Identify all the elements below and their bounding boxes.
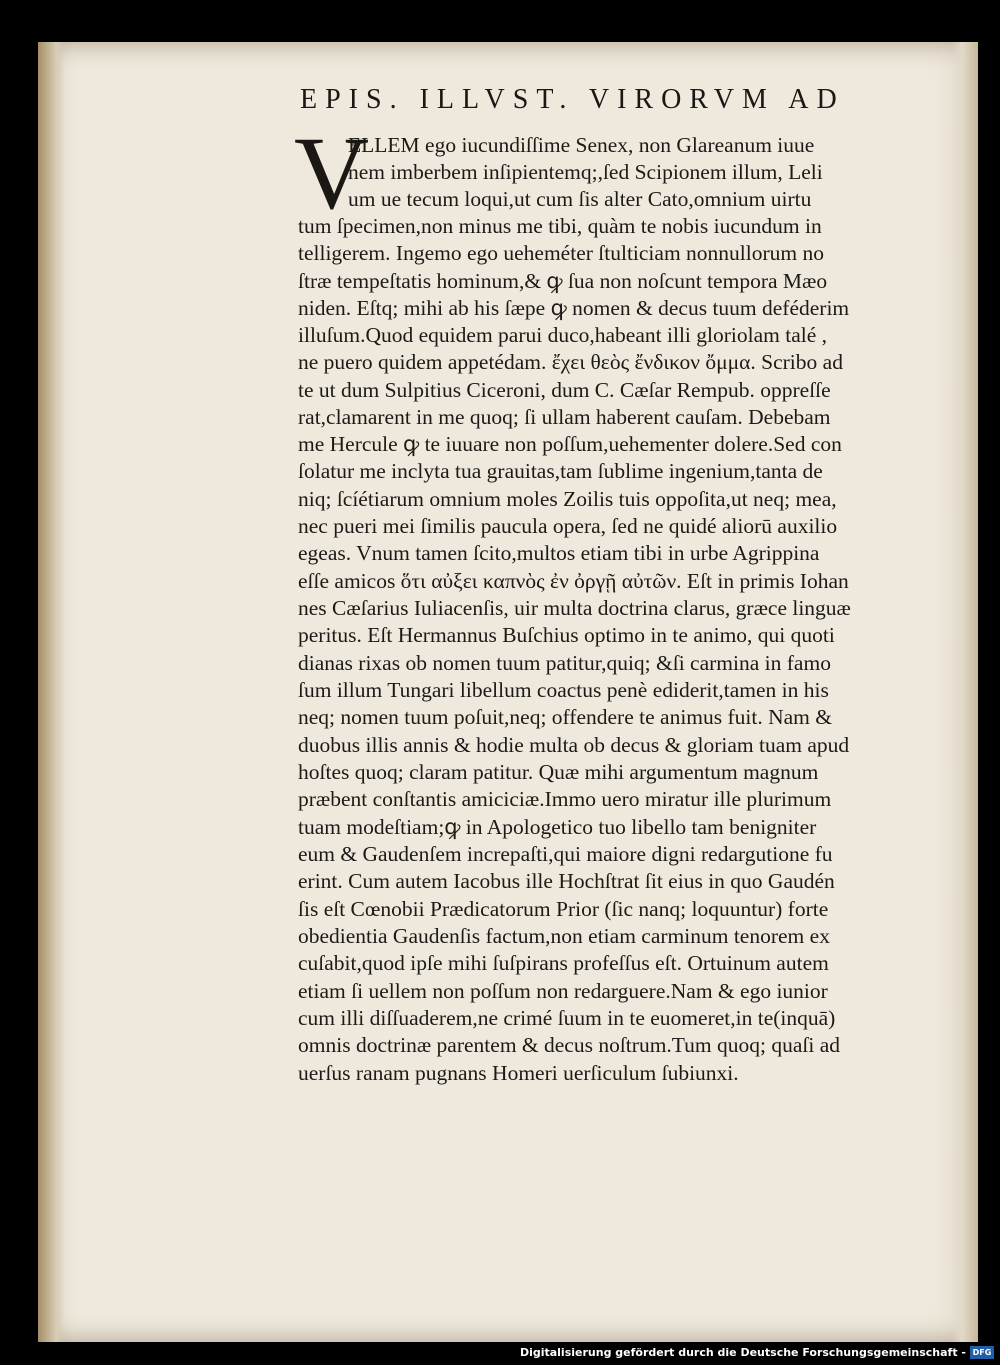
text-line: uerſus ranam pugnans Homeri uerſiculum ſubiunxi. <box>298 1061 739 1085</box>
text-line: hoſtes quoq; claram patitur. Quæ mihi argumentum magnum <box>298 760 819 784</box>
text-line: eum & Gaudenſem increpaſti,qui maiore digni redargutione fu <box>298 842 833 866</box>
text-line: cuſabit,quod ipſe mihi ſuſpirans profeſſus eſt. Ortuinum autem <box>298 951 829 975</box>
text-line: neq; nomen tuum poſuit,neq; offendere te animus fuit. Nam & <box>298 705 833 729</box>
text-line: niq; ſcíétiarum omnium moles Zoilis tuis oppoſita,ut neq; mea, <box>298 487 837 511</box>
text-line: ſtræ tempeſtatis hominum,& ꝙ ſua non noſcunt tempora Mæo <box>298 269 828 293</box>
dfg-logo: DFG <box>970 1346 994 1359</box>
text-line: eſſe amicos ὅτι αὐξει καπνὸς ἐν ὀργῇ αὐτῶν. Eſt in primis Iohan <box>298 569 849 593</box>
text-line: um ue tecum loqui,ut cum ſis alter Cato,omnium uirtu <box>348 187 812 211</box>
funding-notice: Digitalisierung gefördert durch die Deutsche Forschungsgemeinschaft - <box>519 1346 966 1359</box>
text-line: ne puero quidem appetédam. ἔχει θεὸς ἔνδικον ὄμμα. Scribo ad <box>298 350 843 374</box>
text-line: egeas. Vnum tamen ſcito,multos etiam tibi in urbe Agrippina <box>298 541 820 565</box>
text-line: tum ſpecimen,non minus me tibi, quàm te nobis iucundum in <box>298 214 822 238</box>
text-line: te ut dum Sulpitius Ciceroni, dum C. Cæſar Rempub. oppreſſe <box>298 378 831 402</box>
text-line: præbent conſtantis amiciciæ.Immo uero miratur ille plurimum <box>298 787 832 811</box>
text-line: peritus. Eſt Hermannus Buſchius optimo in te animo, qui quoti <box>298 623 835 647</box>
text-line: ELLEM ego iucundiſſime Senex, non Glareanum iuue <box>348 133 815 157</box>
text-line: obedientia Gaudenſis factum,non etiam carminum tenorem ex <box>298 924 830 948</box>
text-line: dianas rixas ob nomen tuum patitur,quiq; &ſi carmina in famo <box>298 651 831 675</box>
drop-capital: V <box>294 116 370 231</box>
text-line: nes Cæſarius Iuliacenſis, uir multa doctrina clarus, græce linguæ <box>298 596 851 620</box>
running-head: EPIS. ILLVST. VIRORVM AD <box>300 84 845 115</box>
text-line: omnis doctrinæ parentem & decus noſtrum.Tum quoq; quaſi ad <box>298 1033 841 1057</box>
text-line: duobus illis annis & hodie multa ob decus & gloriam tuam apud <box>298 733 850 757</box>
text-line: me Hercule ꝙ te iuuare non poſſum,uehementer dolere.Sed con <box>298 432 842 456</box>
text-line: etiam ſi uellem non poſſum non redarguere.Nam & ego iunior <box>298 979 828 1003</box>
text-line: rat,clamarent in me quoq; ſi ullam haberent cauſam. Debebam <box>298 405 831 429</box>
text-line: illuſum.Quod equidem parui duco,habeant illi gloriolam talé , <box>298 323 828 347</box>
text-line: nem imberbem inſipientemq;,ſed Scipionem illum, Leli <box>348 160 823 184</box>
text-line: erint. Cum autem Iacobus ille Hochſtrat ſit eius in quo Gaudén <box>298 869 835 893</box>
text-line: ſis eſt Cœnobii Prædicatorum Prior (ſic nanq; loquuntur) forte <box>298 897 829 921</box>
text-line: ſum illum Tungari libellum coactus penè ediderit,tamen in his <box>298 678 829 702</box>
text-line: tuam modeſtiam;ꝙ in Apologetico tuo libello tam benigniter <box>298 815 817 839</box>
page-edge <box>952 42 978 1342</box>
text-line: niden. Eſtq; mihi ab his ſæpe ꝙ nomen & decus tuum deféderim <box>298 296 850 320</box>
text-line: ſolatur me inclyta tua grauitas,tam ſublime ingenium,tanta de <box>298 459 823 483</box>
text-line: nec pueri mei ſimilis paucula opera, ſed ne quidé aliorū auxilio <box>298 514 838 538</box>
text-line: cum illi diſſuaderem,ne crimé ſuum in te euomeret,in te(inquā) <box>298 1006 836 1030</box>
page-gutter-shadow <box>38 42 64 1342</box>
text-line: telligerem. Ingemo ego ueheméter ſtulticiam nonnullorum no <box>298 241 825 265</box>
